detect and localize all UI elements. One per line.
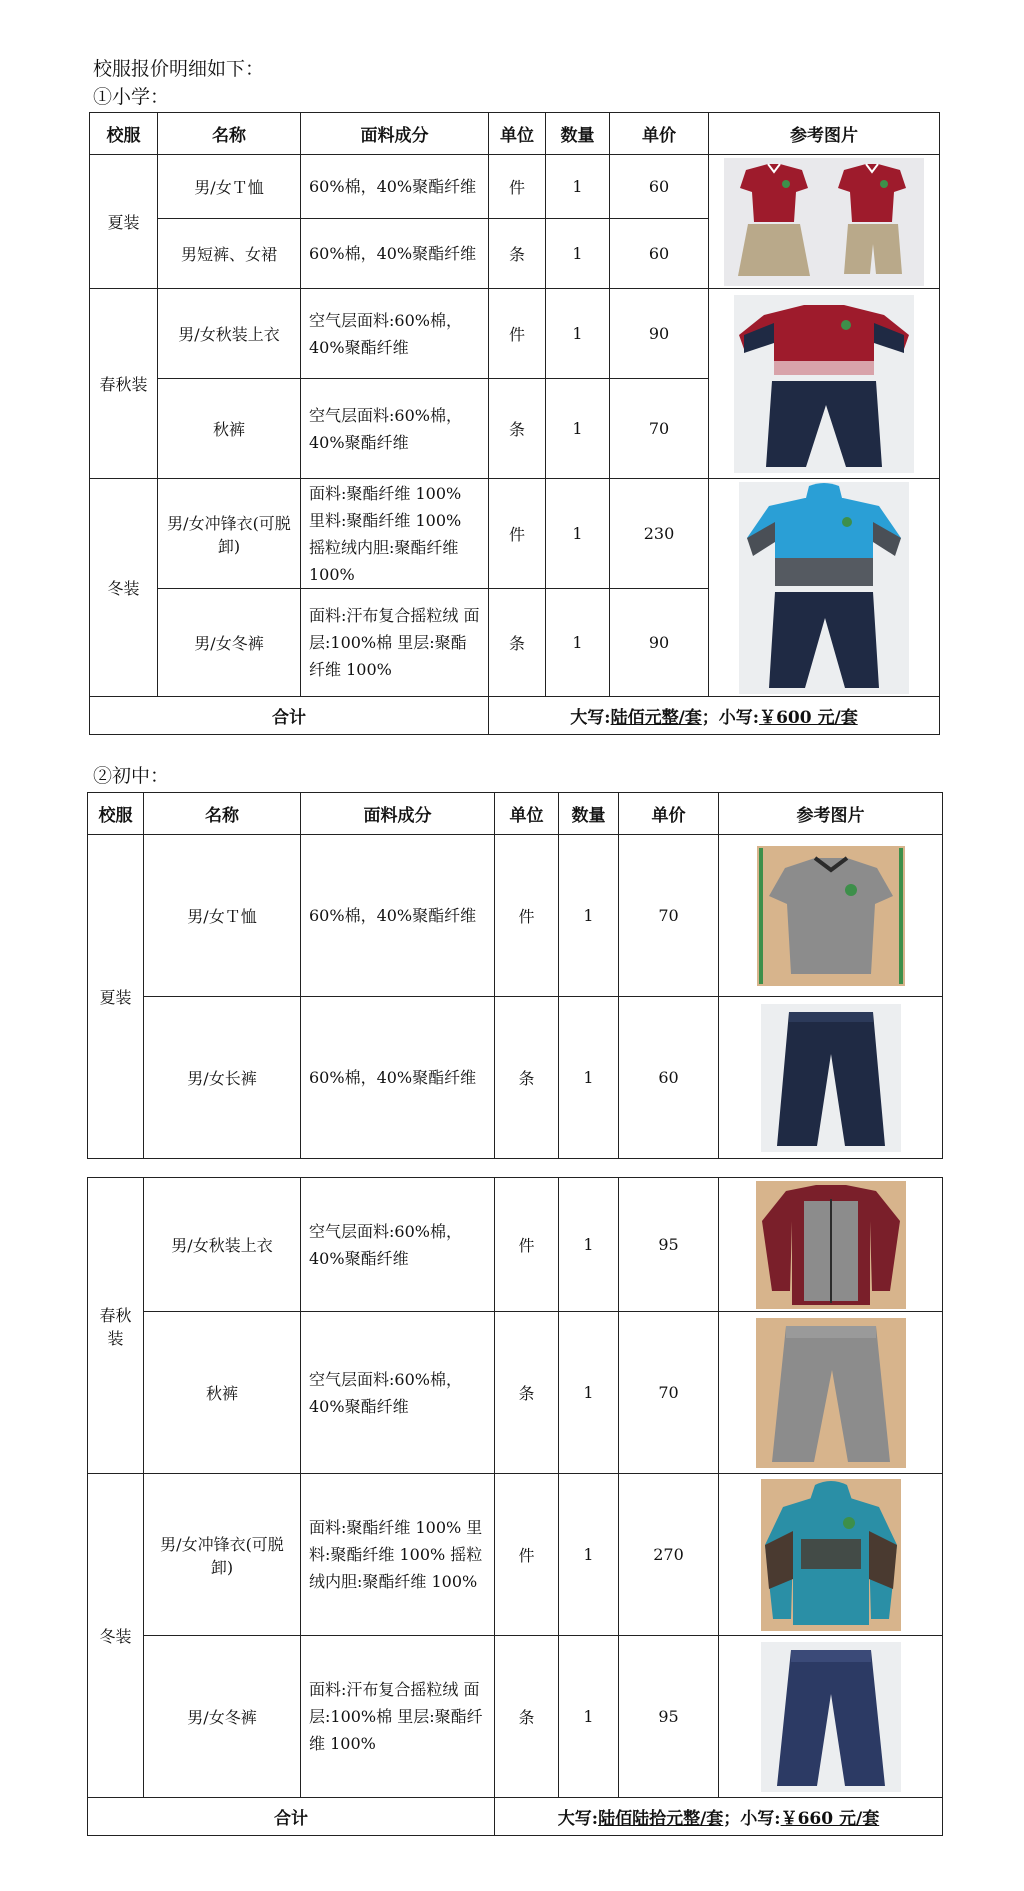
item-name: 秋裤 xyxy=(144,1312,301,1474)
season-spring-autumn: 春秋装 xyxy=(88,1178,144,1474)
header-qty: 数量 xyxy=(559,793,619,835)
total-amount xyxy=(495,1798,943,1836)
item-fabric: 面料:汗布复合摇粒绒 面层:100%棉 里层:聚酯纤维 100% xyxy=(301,1636,495,1798)
header-unit: 单位 xyxy=(489,113,546,155)
item-qty: 1 xyxy=(559,1474,619,1636)
table-header-row xyxy=(90,113,940,155)
junior-quote-table-part2 xyxy=(87,1177,943,1836)
table-row xyxy=(88,1474,943,1636)
item-qty: 1 xyxy=(559,1178,619,1312)
item-fabric: 空气层面料:60%棉，40%聚酯纤维 xyxy=(301,289,489,379)
total-lower-value: ￥660 元/套 xyxy=(780,1809,880,1829)
item-price: 60 xyxy=(610,155,709,219)
item-price: 95 xyxy=(619,1636,719,1798)
season-summer: 夏装 xyxy=(88,835,144,1159)
item-qty: 1 xyxy=(546,379,610,479)
item-price: 270 xyxy=(619,1474,719,1636)
total-row xyxy=(88,1798,943,1836)
spring-uniform-photo xyxy=(734,295,914,473)
item-name: 男/女冲锋衣(可脱卸) xyxy=(144,1474,301,1636)
header-fabric: 面料成分 xyxy=(301,113,489,155)
junior-spring-top-photo xyxy=(756,1181,906,1309)
total-row xyxy=(90,697,940,735)
photo-cell xyxy=(719,1312,943,1474)
item-unit: 条 xyxy=(495,997,559,1159)
season-winter: 冬装 xyxy=(90,479,158,697)
item-fabric: 空气层面料:60%棉，40%聚酯纤维 xyxy=(301,379,489,479)
item-qty: 1 xyxy=(546,219,610,289)
item-price: 70 xyxy=(619,1312,719,1474)
item-name: 秋裤 xyxy=(158,379,301,479)
item-fabric: 面料:聚酯纤维 100% 里料:聚酯纤维 100% 摇粒绒内胆:聚酯纤维 100% xyxy=(301,1474,495,1636)
item-fabric: 面料:聚酯纤维 100% 里料:聚酯纤维 100% 摇粒绒内胆:聚酯纤维 100% xyxy=(301,479,489,589)
primary-quote-table xyxy=(89,112,940,735)
item-name: 男/女秋装上衣 xyxy=(144,1178,301,1312)
table-row xyxy=(90,479,940,589)
photo-cell xyxy=(719,1474,943,1636)
table-row xyxy=(88,997,943,1159)
total-lower-prefix: ；小写: xyxy=(723,1809,781,1829)
item-qty: 1 xyxy=(559,997,619,1159)
summer-uniform-photo xyxy=(724,158,924,286)
photo-cell xyxy=(709,155,940,289)
total-upper-value: 陆佰元整/套 xyxy=(610,708,702,728)
item-name: 男/女冬裤 xyxy=(144,1636,301,1798)
item-name: 男/女长裤 xyxy=(144,997,301,1159)
item-price: 90 xyxy=(610,289,709,379)
item-fabric: 60%棉，40%聚酯纤维 xyxy=(301,835,495,997)
header-name: 名称 xyxy=(144,793,301,835)
photo-cell xyxy=(709,289,940,479)
table-row xyxy=(88,1636,943,1798)
item-unit: 件 xyxy=(489,289,546,379)
photo-cell xyxy=(709,479,940,697)
photo-cell xyxy=(719,997,943,1159)
item-qty: 1 xyxy=(546,155,610,219)
total-amount xyxy=(489,697,940,735)
item-name: 男/女Ｔ恤 xyxy=(144,835,301,997)
item-qty: 1 xyxy=(559,835,619,997)
item-unit: 条 xyxy=(489,589,546,697)
table-header-row xyxy=(88,793,943,835)
total-label: 合计 xyxy=(88,1798,495,1836)
item-price: 70 xyxy=(619,835,719,997)
item-name: 男/女冲锋衣(可脱卸) xyxy=(158,479,301,589)
item-unit: 条 xyxy=(495,1636,559,1798)
photo-cell xyxy=(719,1178,943,1312)
item-unit: 件 xyxy=(495,835,559,997)
item-fabric: 60%棉，40%聚酯纤维 xyxy=(301,155,489,219)
item-name: 男/女冬裤 xyxy=(158,589,301,697)
intro-heading: 校服报价明细如下： xyxy=(93,58,265,80)
item-fabric: 60%棉，40%聚酯纤维 xyxy=(301,219,489,289)
junior-summer-shirt-photo xyxy=(757,846,905,986)
item-name: 男/女Ｔ恤 xyxy=(158,155,301,219)
item-name: 男/女秋装上衣 xyxy=(158,289,301,379)
winter-uniform-photo xyxy=(739,482,909,694)
header-fabric: 面料成分 xyxy=(301,793,495,835)
total-upper-prefix: 大写: xyxy=(570,708,611,728)
item-fabric: 60%棉，40%聚酯纤维 xyxy=(301,997,495,1159)
item-unit: 件 xyxy=(495,1474,559,1636)
primary-section-title: ①小学： xyxy=(93,86,170,108)
total-lower-prefix: ；小写: xyxy=(701,708,760,728)
header-uniform: 校服 xyxy=(90,113,158,155)
item-unit: 条 xyxy=(489,379,546,479)
item-unit: 件 xyxy=(489,155,546,219)
season-winter: 冬装 xyxy=(88,1474,144,1798)
season-spring-autumn: 春秋装 xyxy=(90,289,158,479)
item-unit: 条 xyxy=(489,219,546,289)
table-row xyxy=(88,1312,943,1474)
total-upper-value: 陆佰陆拾元整/套 xyxy=(598,1809,724,1829)
table-row xyxy=(88,835,943,997)
header-uniform: 校服 xyxy=(88,793,144,835)
table-row xyxy=(90,289,940,379)
total-lower-value: ￥600 元/套 xyxy=(759,708,858,728)
item-unit: 条 xyxy=(495,1312,559,1474)
item-fabric: 面料:汗布复合摇粒绒 面层:100%棉 里层:聚酯纤维 100% xyxy=(301,589,489,697)
item-price: 230 xyxy=(610,479,709,589)
item-price: 90 xyxy=(610,589,709,697)
item-qty: 1 xyxy=(546,479,610,589)
total-label: 合计 xyxy=(90,697,489,735)
item-unit: 件 xyxy=(495,1178,559,1312)
header-price: 单价 xyxy=(619,793,719,835)
header-name: 名称 xyxy=(158,113,301,155)
header-unit: 单位 xyxy=(495,793,559,835)
item-qty: 1 xyxy=(559,1312,619,1474)
junior-section-title: ②初中： xyxy=(93,765,170,787)
item-qty: 1 xyxy=(546,589,610,697)
header-photo: 参考图片 xyxy=(719,793,943,835)
header-qty: 数量 xyxy=(546,113,610,155)
item-fabric: 空气层面料:60%棉，40%聚酯纤维 xyxy=(301,1312,495,1474)
junior-spring-pants-photo xyxy=(756,1318,906,1468)
header-photo: 参考图片 xyxy=(709,113,940,155)
item-price: 70 xyxy=(610,379,709,479)
table-row xyxy=(88,1178,943,1312)
item-price: 60 xyxy=(610,219,709,289)
item-price: 95 xyxy=(619,1178,719,1312)
junior-quote-table-part1 xyxy=(87,792,943,1159)
item-unit: 件 xyxy=(489,479,546,589)
photo-cell xyxy=(719,835,943,997)
photo-cell xyxy=(719,1636,943,1798)
header-price: 单价 xyxy=(610,113,709,155)
junior-winter-pants-photo xyxy=(761,1642,901,1792)
total-upper-prefix: 大写: xyxy=(557,1809,599,1829)
junior-summer-pants-photo xyxy=(761,1004,901,1152)
item-qty: 1 xyxy=(546,289,610,379)
season-summer: 夏装 xyxy=(90,155,158,289)
junior-winter-jacket-photo xyxy=(761,1479,901,1631)
item-qty: 1 xyxy=(559,1636,619,1798)
item-fabric: 空气层面料:60%棉，40%聚酯纤维 xyxy=(301,1178,495,1312)
table-row xyxy=(90,155,940,219)
item-name: 男短裤、女裙 xyxy=(158,219,301,289)
item-price: 60 xyxy=(619,997,719,1159)
